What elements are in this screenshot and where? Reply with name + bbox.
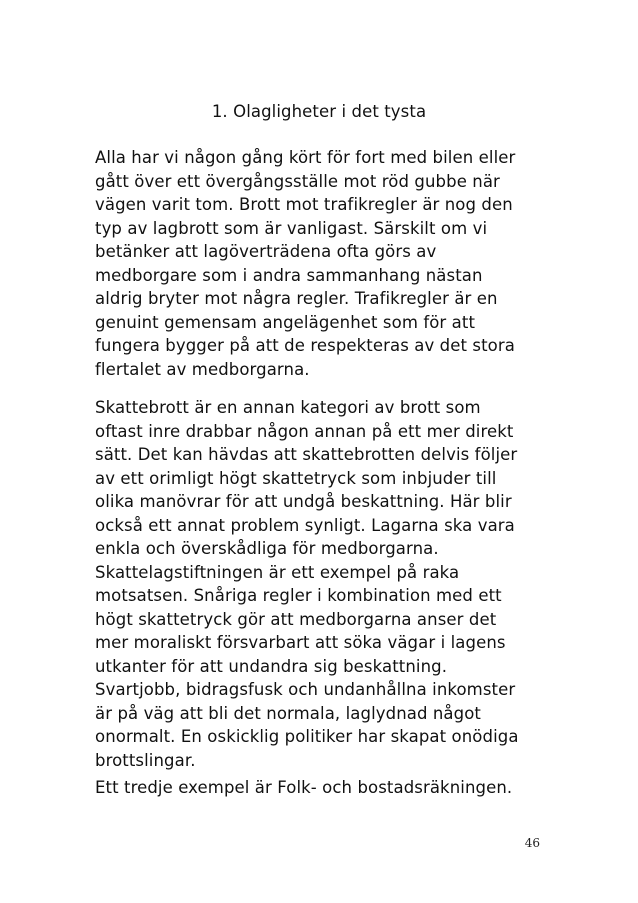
text-line: gått över ett övergångsställe mot röd gubbe när (95, 171, 500, 191)
text-line: motsatsen. Snåriga regler i kombination med ett (95, 586, 502, 605)
text-line: flertalet av medborgarna. (95, 359, 310, 379)
paragraph-census (95, 776, 555, 800)
text-line: oftast inre drabbar någon annan på ett mer direkt (95, 421, 514, 441)
text-line: sätt. Det kan hävdas att skattebrotten delvis följer (95, 445, 518, 464)
text-line: Skattelagstiftningen är ett exempel på raka (95, 562, 460, 582)
text-line: olika manövrar för att undgå beskattning. Här blir (95, 492, 512, 511)
text-line: genuint gemensam angelägenhet som för att (95, 312, 476, 332)
text-line: är på väg att bli det normala, laglydnad något (95, 703, 481, 723)
text-line: Ett tredje exempel är Folk- och bostadsräkningen. (95, 778, 513, 797)
text-line: också ett annat problem synligt. Lagarna ska vara (95, 515, 515, 535)
page-number: 46 (524, 836, 540, 850)
paragraph-tax-offences (95, 396, 555, 772)
text-line: Svartjobb, bidragsfusk och undanhållna inkomster (95, 680, 516, 699)
text-line: av ett orimligt högt skattetryck som inbjuder till (95, 468, 497, 488)
text-line: aldrig bryter mot några regler. Trafikregler är en (95, 289, 498, 308)
text-line: utkanter för att undandra sig beskattning. (95, 656, 448, 676)
text-line: Alla har vi någon gång kört för fort med bilen eller (95, 148, 516, 167)
text-line: mer moraliskt försvarbart att söka vägar i lagens (95, 633, 506, 652)
section-heading: 1. Olagligheter i det tysta (211, 102, 427, 121)
text-line: vägen varit tom. Brott mot trafikregler är nog den (95, 195, 513, 214)
text-line: medborgare som i andra sammanhang nästan (95, 265, 483, 285)
text-line: typ av lagbrott som är vanligast. Särskilt om vi (95, 218, 488, 238)
paragraph-traffic-offences (95, 146, 555, 381)
text-line: brottslingar. (95, 750, 196, 770)
text-line: högt skattetryck gör att medborgarna anser det (95, 609, 497, 629)
text-line: enkla och överskådliga för medborgarna. (95, 539, 439, 558)
text-line: Skattebrott är en annan kategori av brott som (95, 398, 481, 417)
text-line: fungera bygger på att de respekteras av det stora (95, 336, 515, 355)
text-line: onormalt. En oskicklig politiker har skapat onödiga (95, 727, 519, 746)
text-line: betänker att lagöverträdena ofta görs av (95, 242, 437, 261)
